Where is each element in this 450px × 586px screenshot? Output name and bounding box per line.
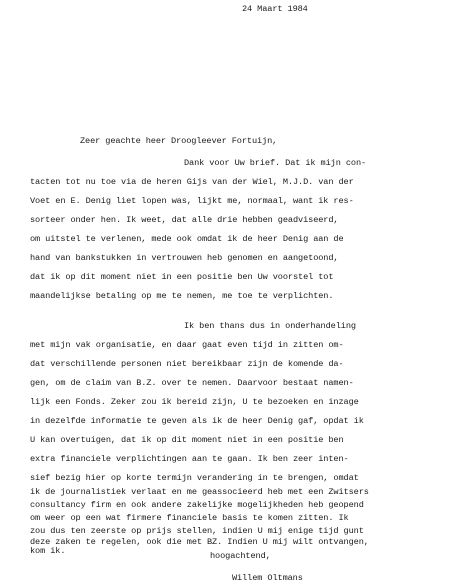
paragraph-2-line: U kan overtuigen, dat ik op dit moment niet in een positie ben xyxy=(30,435,344,445)
paragraph-1-line: Dank voor Uw brief. Dat ik mijn con- xyxy=(184,158,367,168)
paragraph-1-line: sorteer onder hen. Ik weet, dat alle drie hebben geadviseerd, xyxy=(30,215,339,225)
paragraph-2-line: extra financiele verplichtingen aan te gaan. Ik ben zeer inten- xyxy=(30,454,349,464)
paragraph-1-line: om uitstel te verlenen, mede ook omdat ik de heer Denig aan de xyxy=(30,234,344,244)
paragraph-2-line: deze zaken te regelen, ook die met BZ. Indien U mij wilt ontvangen, xyxy=(30,537,369,547)
paragraph-1-line: dat ik op dit moment niet in een positie ben Uw voorstel tot xyxy=(30,272,334,282)
closing: hoogachtend, xyxy=(210,551,271,561)
paragraph-1-line: maandelijkse betaling op me te nemen, me toe te verplichten. xyxy=(30,291,334,301)
paragraph-2-line: sief bezig hier op korte termijn verandering in te brengen, omdat xyxy=(30,473,359,483)
paragraph-2-line: kom ik. xyxy=(30,546,66,556)
paragraph-1-line: tacten tot nu toe via de heren Gijs van der Wiel, M.J.D. van der xyxy=(30,177,354,187)
paragraph-2-line: zou dus ten zeerste op prijs stellen, indien U mij enige tijd gunt xyxy=(30,526,364,536)
paragraph-2-line: lijk een Fonds. Zeker zou ik bereid zijn, U te bezoeken en inzage xyxy=(30,397,359,407)
paragraph-2-line: met mijn vak organisatie, en daar gaat even tijd in zitten om- xyxy=(30,340,344,350)
letter-date: 24 Maart 1984 xyxy=(242,4,308,14)
paragraph-2-line: in dezelfde informatie te geven als ik de heer Denig gaf, opdat ik xyxy=(30,416,364,426)
paragraph-2-line: gen, om de claim van B.Z. over te nemen. Daarvoor bestaat namen- xyxy=(30,378,354,388)
paragraph-2-line: consultancy firm en ook andere zakelijke mogelijkheden heb geopend xyxy=(30,500,364,510)
paragraph-1-line: hand van bankstukken in vertrouwen heb genomen en aangetoond, xyxy=(30,253,339,263)
paragraph-2-line: Ik ben thans dus in onderhandeling xyxy=(184,321,356,331)
paragraph-1-line: Voet en E. Denig liet lopen was, lijkt me, normaal, want ik res- xyxy=(30,196,354,206)
paragraph-2-line: ik de journalistiek verlaat en me geassocieerd heb met een Zwitsers xyxy=(30,487,369,497)
paragraph-2-line: dat verschillende personen niet bereikbaar zijn de komende da- xyxy=(30,359,344,369)
paragraph-2-line: om weer op een wat firmere financiele basis te komen zitten. Ik xyxy=(30,513,349,523)
signature-name: Willem Oltmans xyxy=(232,573,303,583)
salutation: Zeer geachte heer Droogleever Fortuijn, xyxy=(80,136,278,146)
